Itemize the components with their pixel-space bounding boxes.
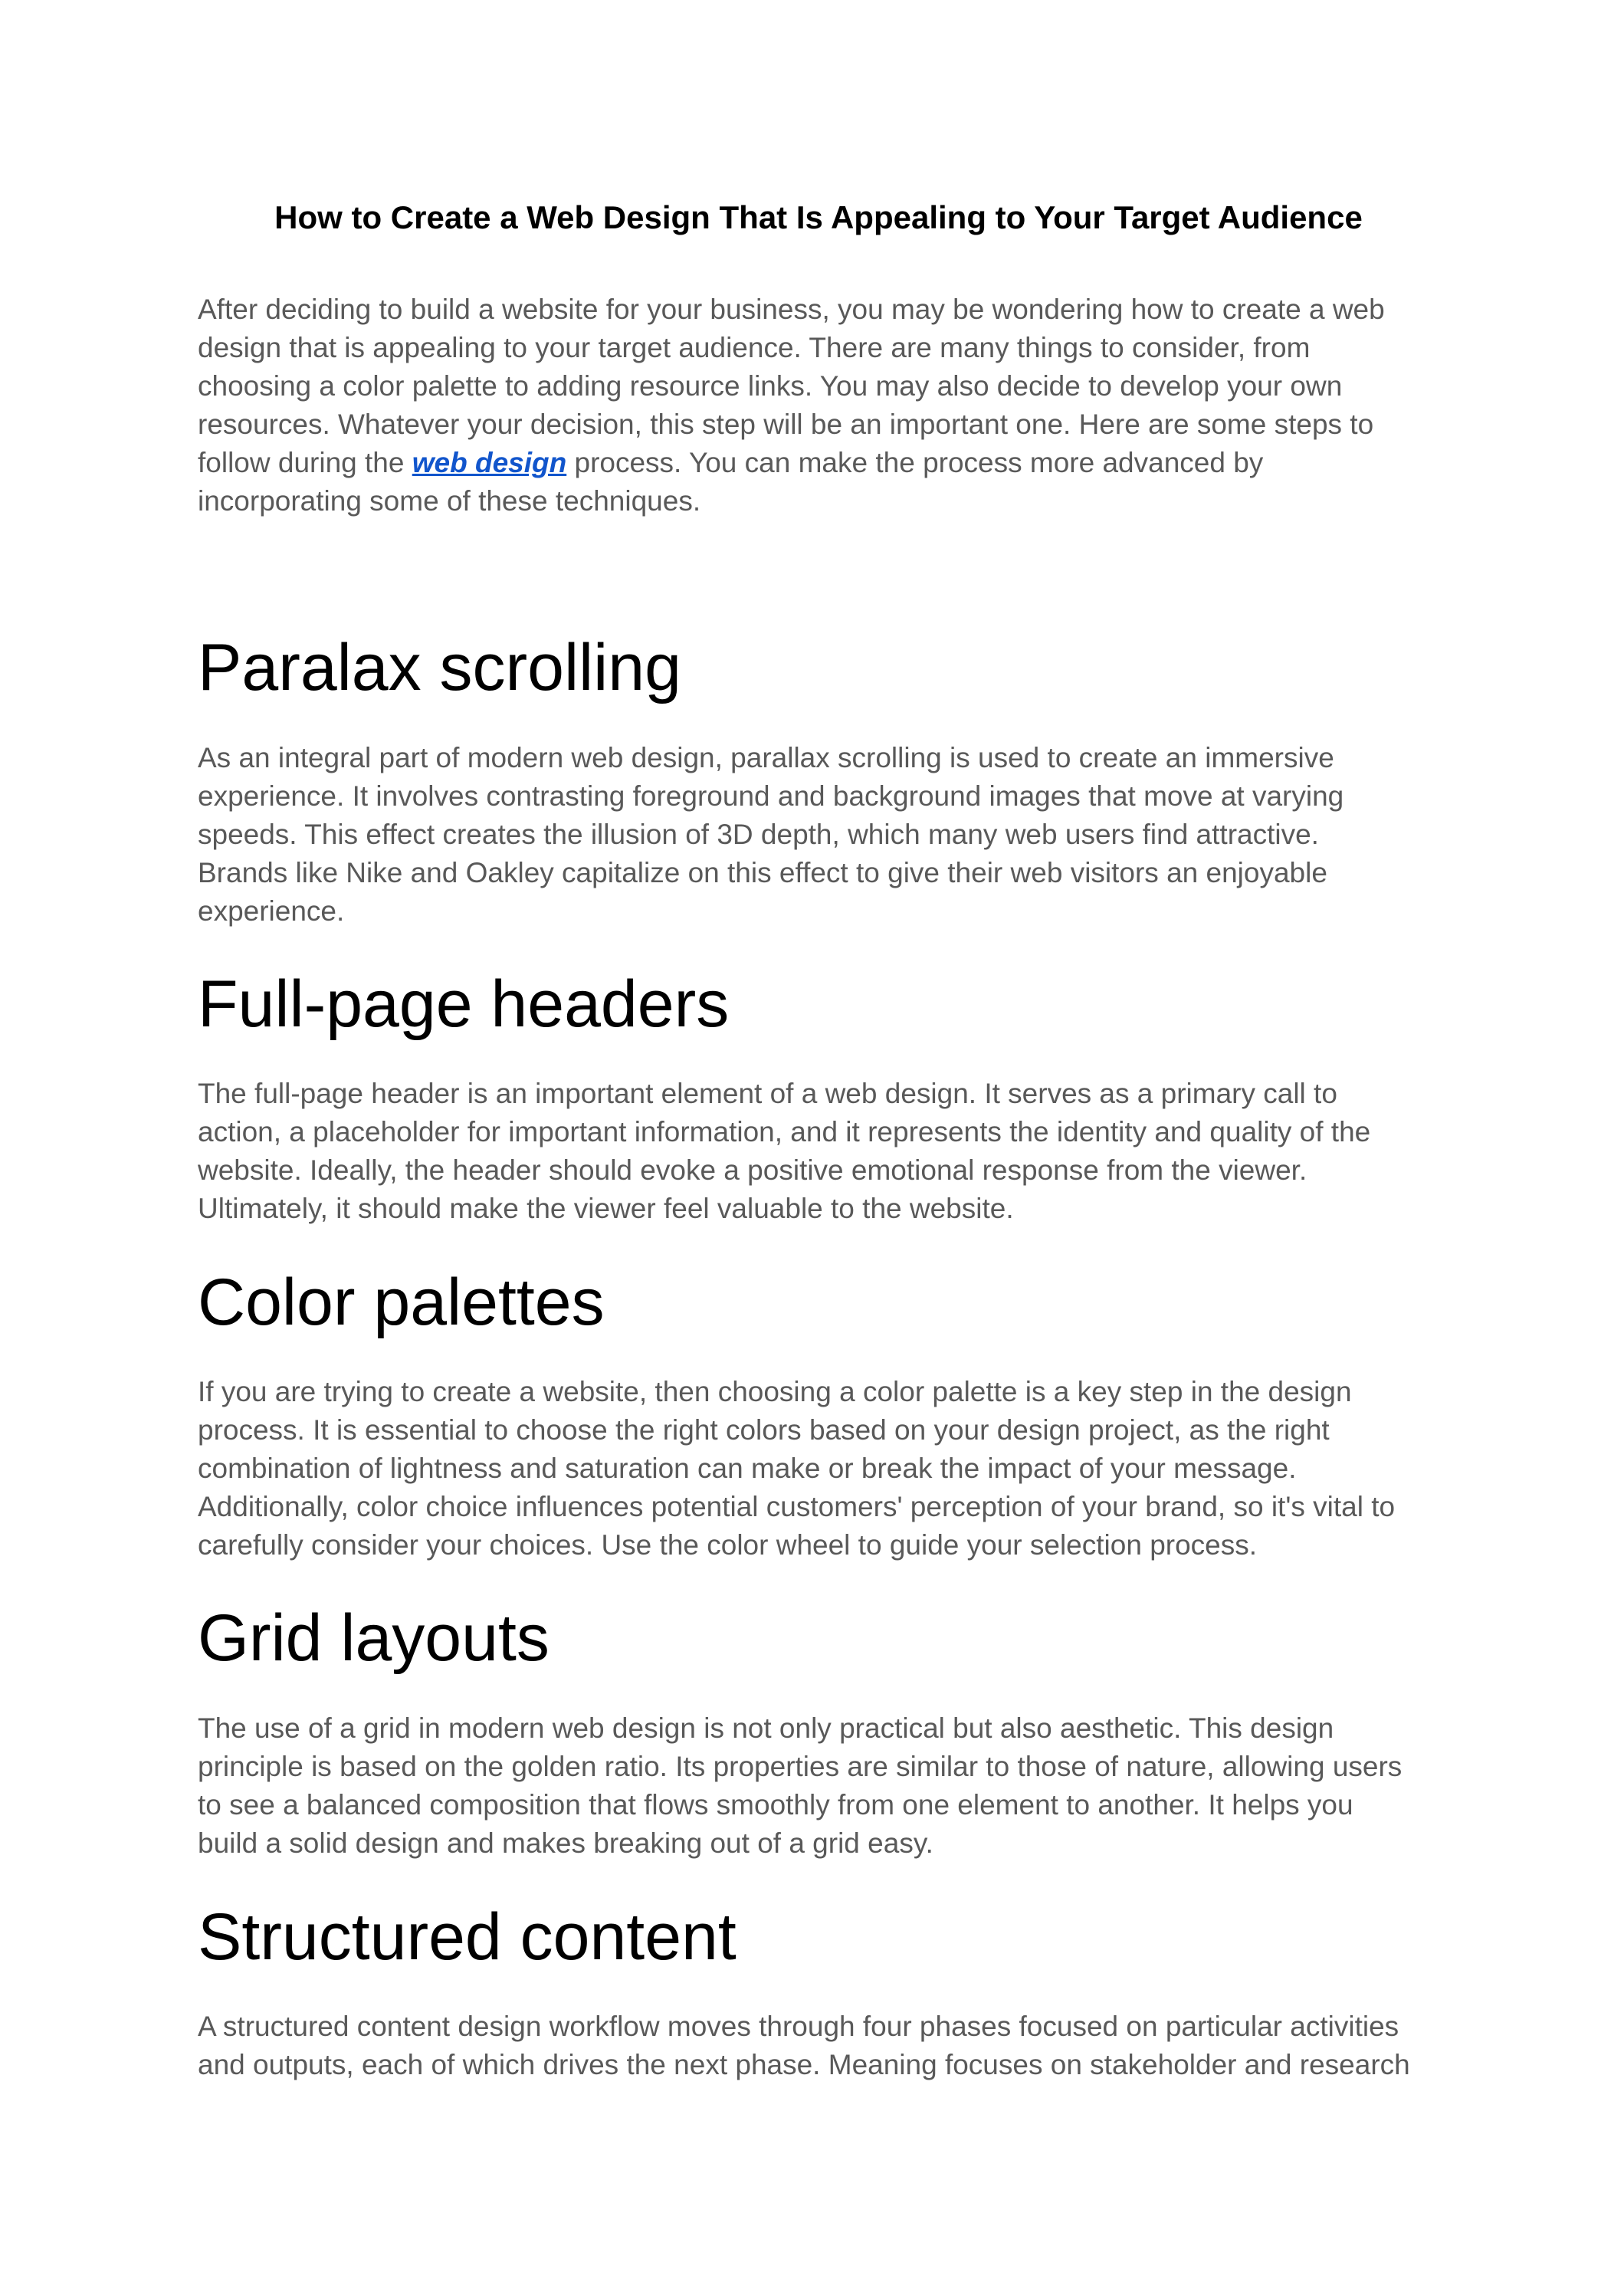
intro-line: resources. Whatever your decision, this step will be an important one. Here are some steps to <box>198 409 1374 440</box>
paragraph-line: process. It is essential to choose the right colors based on your design project, as the right <box>198 1414 1330 1446</box>
section-heading-full-page-headers: Full-page headers <box>198 967 730 1041</box>
intro-text-after-link: process. You can make the process more advanced by <box>566 447 1264 478</box>
paragraph-line: As an integral part of modern web design, parallax scrolling is used to create an immersive <box>198 742 1334 773</box>
paragraph-line: If you are trying to create a website, then choosing a color palette is a key step in the design <box>198 1376 1352 1407</box>
paragraph-line: combination of lightness and saturation can make or break the impact of your message. <box>198 1453 1297 1484</box>
paragraph-line: to see a balanced composition that flows smoothly from one element to another. It helps you <box>198 1789 1353 1821</box>
paragraph-line: The use of a grid in modern web design is not only practical but also aesthetic. This design <box>198 1712 1334 1744</box>
paragraph-line: experience. <box>198 895 345 927</box>
intro-line: After deciding to build a website for your business, you may be wondering how to create a web <box>198 294 1385 325</box>
paragraph-line: Additionally, color choice influences potential customers' perception of your brand, so it's vital to <box>198 1491 1396 1522</box>
paragraph-line: A structured content design workflow moves through four phases focused on particular activities <box>198 2011 1399 2042</box>
section-paragraph-parallax-scrolling <box>198 739 1439 931</box>
section-heading-color-palettes: Color palettes <box>198 1266 605 1339</box>
section-heading-grid-layouts: Grid layouts <box>198 1601 550 1675</box>
paragraph-line: carefully consider your choices. Use the color wheel to guide your selection process. <box>198 1529 1258 1561</box>
paragraph-line: principle is based on the golden ratio. Its properties are similar to those of nature, allowing users <box>198 1751 1403 1782</box>
paragraph-line: build a solid design and makes breaking out of a grid easy. <box>198 1827 933 1859</box>
paragraph-line: Brands like Nike and Oakley capitalize on this effect to give their web visitors an enjoyable <box>198 857 1327 888</box>
intro-line: choosing a color palette to adding resource links. You may also decide to develop your own <box>198 370 1343 402</box>
paragraph-line: Ultimately, it should make the viewer feel valuable to the website. <box>198 1193 1014 1224</box>
intro-line: incorporating some of these techniques. <box>198 485 701 517</box>
paragraph-line: website. Ideally, the header should evoke a positive emotional response from the viewer. <box>198 1154 1307 1186</box>
paragraph-line: speeds. This effect creates the illusion of 3D depth, which many web users find attractive. <box>198 819 1319 850</box>
intro-line: design that is appealing to your target audience. There are many things to consider, from <box>198 332 1311 363</box>
paragraph-line: The full-page header is an important element of a web design. It serves as a primary call to <box>198 1078 1337 1109</box>
section-heading-structured-content: Structured content <box>198 1900 737 1974</box>
section-paragraph-grid-layouts <box>198 1709 1439 1863</box>
paragraph-line: action, a placeholder for important information, and it represents the identity and quality of the <box>198 1116 1371 1148</box>
paragraph-line: and outputs, each of which drives the next phase. Meaning focuses on stakeholder and research <box>198 2049 1410 2080</box>
document-title: How to Create a Web Design That Is Appealing to Your Target Audience <box>274 199 1363 235</box>
section-heading-parallax-scrolling: Paralax scrolling <box>198 631 681 704</box>
section-paragraph-structured-content <box>198 2008 1439 2084</box>
paragraph-line: experience. It involves contrasting foreground and background images that move at varying <box>198 780 1344 812</box>
intro-paragraph <box>198 291 1439 520</box>
section-paragraph-full-page-headers <box>198 1075 1439 1228</box>
web-design-link[interactable]: web design <box>412 447 567 478</box>
intro-line-with-link <box>198 444 1439 482</box>
intro-text-before-link: follow during the <box>198 447 412 478</box>
section-paragraph-color-palettes <box>198 1373 1439 1564</box>
